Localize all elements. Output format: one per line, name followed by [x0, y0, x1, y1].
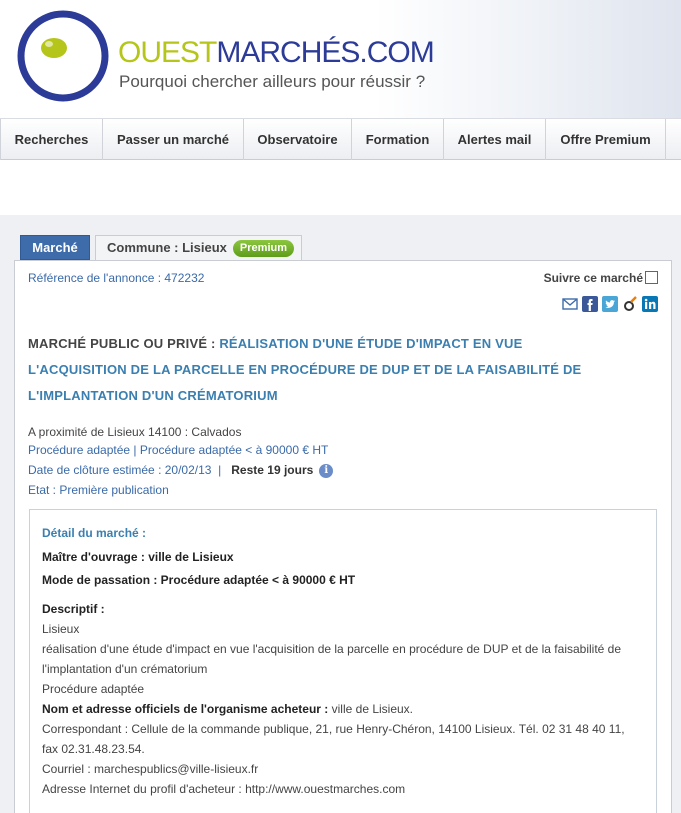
procedure: Procédure adaptée | Procédure adaptée < à 90000 € HT	[28, 443, 329, 457]
info-icon[interactable]: i	[319, 464, 333, 478]
site-header	[0, 0, 681, 118]
desc-line-2: réalisation d'une étude d'impact en vue l'acquisition de la parcelle en procédure de DUP et de la faisabilité de	[42, 642, 622, 656]
viadeo-icon[interactable]	[622, 296, 638, 312]
nav-item-passer-un-marche[interactable]: Passer un marché	[103, 119, 244, 160]
brand-name[interactable]	[118, 38, 434, 68]
tagline: Pourquoi chercher ailleurs pour réussir ?	[119, 72, 426, 91]
tab-commune-label: Commune : Lisieux	[107, 240, 227, 255]
brand-part-ouest: OUEST	[118, 36, 217, 69]
contact-line-1: Correspondant : Cellule de la commande publique, 21, rue Henry-Chéron, 14100 Lisieux. Tél. 02 31 48 40 11,	[42, 722, 625, 736]
notice-reference: Référence de l'annonce : 472232	[28, 271, 205, 285]
notice-panel	[14, 260, 672, 813]
nav-item-formation[interactable]: Formation	[352, 119, 444, 160]
detail-heading: Détail du marché :	[42, 526, 147, 540]
location: A proximité de Lisieux 14100 : Calvados	[28, 425, 242, 439]
status: Etat : Première publication	[28, 483, 169, 497]
descriptif-label: Descriptif :	[42, 602, 105, 616]
closing-date: Date de clôture estimée : 20/02/13	[28, 463, 212, 477]
tab-marche[interactable]: Marché	[20, 235, 90, 260]
notice-title	[28, 331, 648, 409]
desc-line-1: Lisieux	[42, 622, 80, 636]
facebook-icon[interactable]	[582, 296, 598, 312]
tab-commune[interactable]	[95, 235, 302, 260]
title-prefix: MARCHÉ PUBLIC OU PRIVÉ :	[28, 336, 216, 351]
closing-date-row	[28, 463, 333, 478]
nav-item-recherches[interactable]: Recherches	[0, 119, 103, 160]
contact-line-2: fax 02.31.48.23.54.	[42, 742, 145, 756]
premium-badge: Premium	[233, 240, 294, 257]
desc-line-4: Procédure adaptée	[42, 682, 145, 696]
remaining-days: Reste 19 jours	[231, 463, 314, 477]
follow-label: Suivre ce marché	[543, 271, 643, 285]
website: Adresse Internet du profil d'acheteur : http://www.ouestmarches.com	[42, 782, 406, 796]
logo-icon[interactable]	[17, 10, 109, 102]
main-nav	[0, 118, 681, 160]
buyer-label: Nom et adresse officiels de l'organisme acheteur :	[42, 702, 329, 716]
brand-part-marches: MARCHÉS.COM	[216, 36, 434, 69]
detail-box	[29, 509, 657, 813]
buyer-row	[42, 702, 413, 716]
nav-item-offre-premium[interactable]: Offre Premium	[546, 119, 666, 160]
follow-checkbox[interactable]	[645, 271, 658, 284]
nav-item-observatoire[interactable]: Observatoire	[244, 119, 352, 160]
title-line-1: RÉALISATION D'UNE ÉTUDE D'IMPACT EN VUE	[219, 336, 523, 351]
owner: Maître d'ouvrage : ville de Lisieux	[42, 550, 234, 564]
email: Courriel : marchespublics@ville-lisieux.fr	[42, 762, 259, 776]
nav-item-alertes-mail[interactable]: Alertes mail	[444, 119, 546, 160]
mail-icon[interactable]	[562, 296, 578, 312]
title-line-3: L'IMPLANTATION D'UN CRÉMATORIUM	[28, 388, 278, 403]
title-line-2: L'ACQUISITION DE LA PARCELLE EN PROCÉDURE DE DUP ET DE LA FAISABILITÉ DE	[28, 362, 582, 377]
twitter-icon[interactable]	[602, 296, 618, 312]
separator: |	[218, 463, 222, 477]
desc-line-3: l'implantation d'un crématorium	[42, 662, 208, 676]
linkedin-icon[interactable]	[642, 296, 658, 312]
share-icons	[562, 296, 658, 312]
buyer-value: ville de Lisieux.	[331, 702, 414, 716]
passation-mode: Mode de passation : Procédure adaptée < à 90000 € HT	[42, 573, 356, 587]
